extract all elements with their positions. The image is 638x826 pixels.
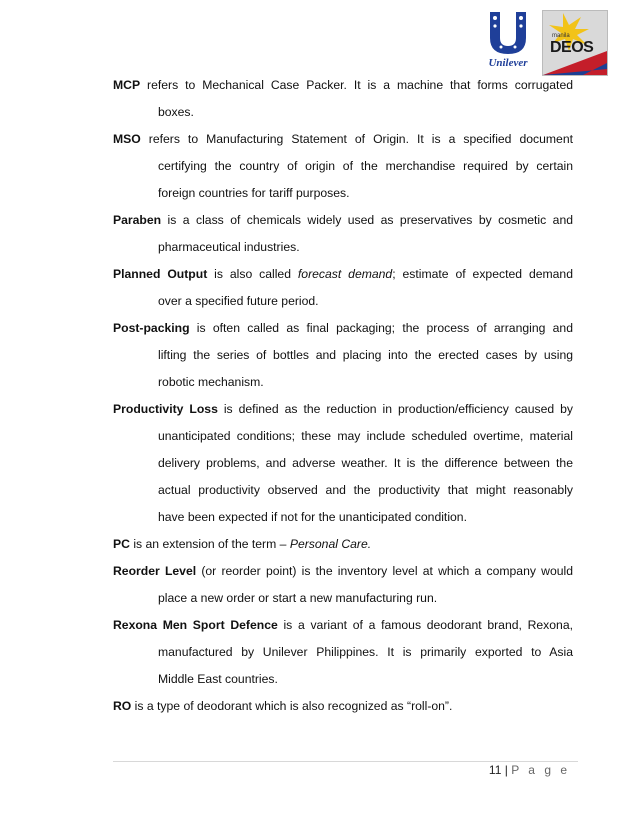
glossary-text: boxes. [158,105,194,119]
glossary-text: unanticipated conditions; these may include scheduled overtime, material [158,429,573,443]
glossary-text: delivery problems, and adverse weather. It is the difference between the [158,456,573,470]
page-separator: | [501,763,512,777]
glossary-text: is an extension of the term – [129,537,290,551]
glossary-text: foreign countries for tariff purposes. [158,186,350,200]
footer-divider [113,761,578,762]
glossary-term: Rexona Men Sport Defence [113,618,278,632]
glossary-term: PC [113,537,130,551]
glossary-term: Reorder Level [113,564,197,578]
glossary-term: Post-packing [113,321,190,335]
glossary-text: actual productivity observed and the productivity that might reasonably [158,483,573,497]
unilever-u-icon [486,10,530,56]
glossary-term: Productivity Loss [113,402,218,416]
glossary-text: is defined as the reduction in production/efficiency caused by [217,402,573,416]
glossary-entry [113,261,573,315]
glossary-text: have been expected if not for the unanticipated condition. [158,510,467,524]
glossary-text: robotic mechanism. [158,375,264,389]
glossary-term: Paraben [113,213,162,227]
glossary-text: certifying the country of origin of the merchandise required by certain [158,159,573,173]
glossary-entry [113,396,573,531]
glossary [113,72,573,720]
glossary-text: ; estimate of expected demand [392,267,573,281]
glossary-text: is a type of deodorant which is also recognized as “roll-on”. [131,699,453,713]
glossary-entry [113,558,573,612]
page-number-value: 11 [488,763,502,777]
glossary-entry [113,126,573,207]
glossary-italic-text: Personal Care. [289,537,372,551]
glossary-entry [113,612,573,693]
glossary-text: lifting the series of bottles and placing into the erected cases by using [158,348,573,362]
unilever-wordmark: Unilever [488,57,528,69]
glossary-term: Planned Output [113,267,208,281]
glossary-text: is often called as final packaging; the process of arranging and [189,321,573,335]
deos-logo [542,10,608,76]
unilever-logo [480,10,536,70]
glossary-entry [113,693,573,720]
page-label: P a g e [511,763,570,777]
glossary-text: manufactured by Unilever Philippines. It is primarily exported to Asia [158,645,573,659]
glossary-text: Middle East countries. [158,672,278,686]
glossary-term: MCP [113,78,141,92]
deos-logo-brand: DEOS [550,39,594,56]
deos-logo-small-text: manila [552,33,570,39]
glossary-text: pharmaceutical industries. [158,240,300,254]
glossary-text: place a new order or start a new manufacturing run. [158,591,438,605]
glossary-text: is a class of chemicals widely used as preservatives by cosmetic and [161,213,573,227]
glossary-entry [113,72,573,126]
glossary-text: is also called [207,267,298,281]
glossary-term: MSO [113,132,141,146]
glossary-text: refers to Manufacturing Statement of Origin. It is a specified document [140,132,573,146]
glossary-italic-text: forecast demand [297,267,393,281]
glossary-term: RO [113,699,132,713]
page-number [489,763,570,777]
glossary-text: is a variant of a famous deodorant brand, Rexona, [277,618,573,632]
glossary-entry [113,315,573,396]
glossary-entry [113,207,573,261]
glossary-entry [113,531,573,558]
glossary-text: refers to Mechanical Case Packer. It is a machine that forms corrugated [140,78,573,92]
header-logos [480,10,608,76]
glossary-text: over a specified future period. [158,294,319,308]
glossary-text: (or reorder point) is the inventory level at which a company would [196,564,573,578]
